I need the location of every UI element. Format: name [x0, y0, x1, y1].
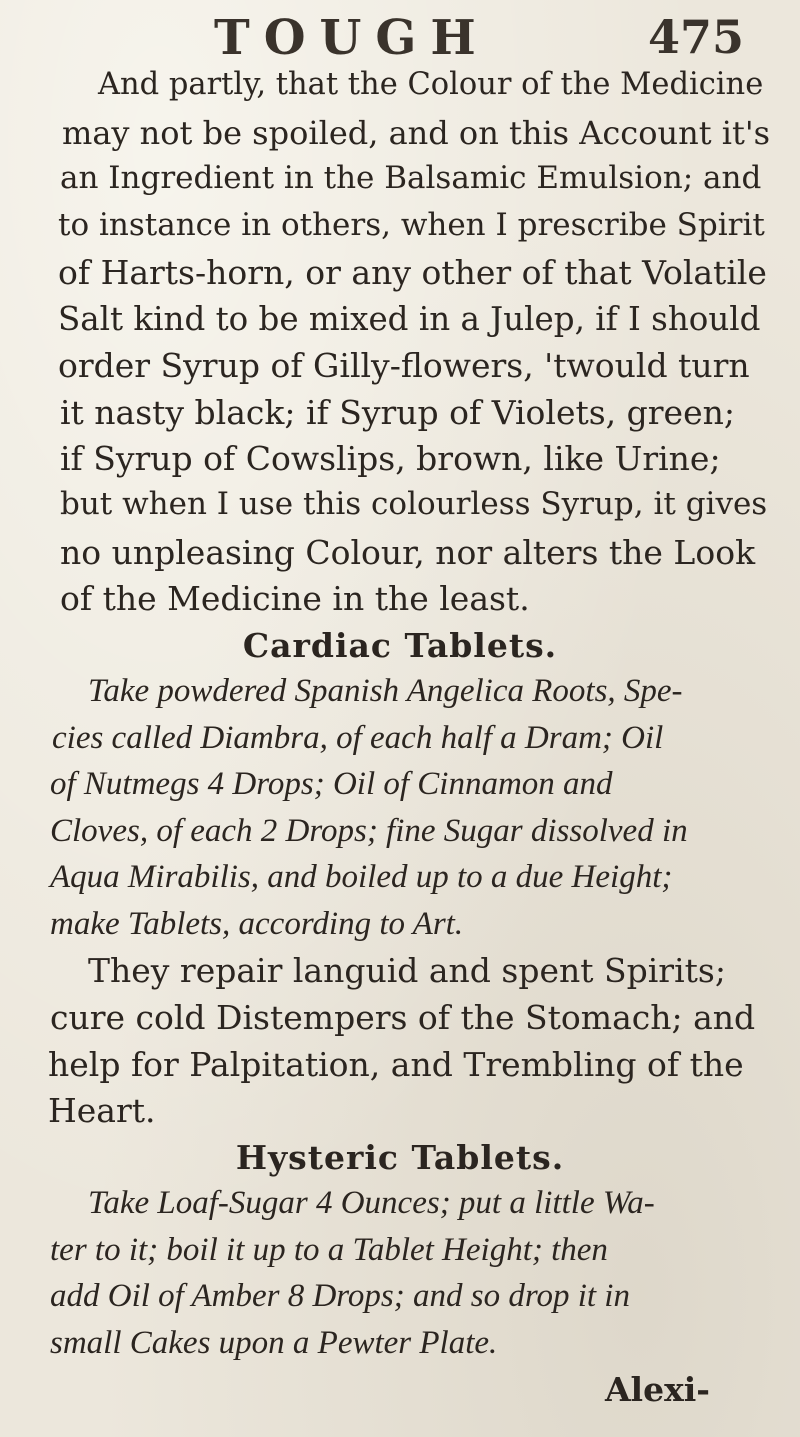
text-line: add Oil of Amber 8 Drops; and so drop it in — [50, 1278, 630, 1314]
text-line: cies called Diambra, of each half a Dram; Oil — [52, 720, 664, 756]
text-line: of Nutmegs 4 Drops; Oil of Cinnamon and — [50, 766, 613, 802]
heading-cardiac-tablets: Cardiac Tablets. — [242, 626, 558, 665]
text-line: ter to it; boil it up to a Tablet Height; then — [50, 1232, 608, 1268]
text-line: it nasty black; if Syrup of Violets, green; — [60, 393, 735, 432]
text-line: Take powdered Spanish Angelica Roots, Spe- — [88, 673, 683, 709]
page-number: 475 — [648, 10, 745, 64]
text-line: of Harts-horn, or any other of that Volatile — [58, 253, 767, 292]
text-line: make Tablets, according to Art. — [50, 906, 464, 942]
heading-hysteric-tablets: Hysteric Tablets. — [235, 1138, 565, 1177]
text-line: order Syrup of Gilly-flowers, 'twould turn — [58, 346, 750, 385]
text-line: help for Palpitation, and Trembling of the — [48, 1045, 744, 1084]
text-line: cure cold Distempers of the Stomach; and — [50, 998, 756, 1037]
text-line: Heart. — [48, 1091, 156, 1130]
text-line: if Syrup of Cowslips, brown, like Urine; — [60, 439, 721, 478]
catchword: Alexi- — [604, 1370, 710, 1409]
text-line: no unpleasing Colour, nor alters the Look — [60, 533, 756, 572]
text-line: small Cakes upon a Pewter Plate. — [50, 1325, 498, 1361]
text-line: And partly, that the Colour of the Medicine — [98, 67, 764, 102]
text-line: Take Loaf-Sugar 4 Ounces; put a little Wa- — [88, 1185, 655, 1221]
text-line: Cloves, of each 2 Drops; fine Sugar dissolved in — [50, 813, 688, 849]
running-head-title: TOUGH — [214, 10, 490, 66]
running-head — [0, 8, 800, 68]
text-line: Salt kind to be mixed in a Julep, if I should — [58, 300, 761, 338]
text-line: of the Medicine in the least. — [60, 579, 530, 618]
text-line: to instance in others, when I prescribe Spirit — [58, 207, 765, 243]
text-line: Aqua Mirabilis, and boiled up to a due Height; — [50, 859, 673, 895]
text-line: but when I use this colourless Syrup, it gives — [60, 486, 768, 522]
text-line: an Ingredient in the Balsamic Emulsion; and — [60, 160, 762, 196]
text-line: may not be spoiled, and on this Account it's — [62, 114, 771, 152]
text-line: They repair languid and spent Spirits; — [88, 951, 726, 990]
